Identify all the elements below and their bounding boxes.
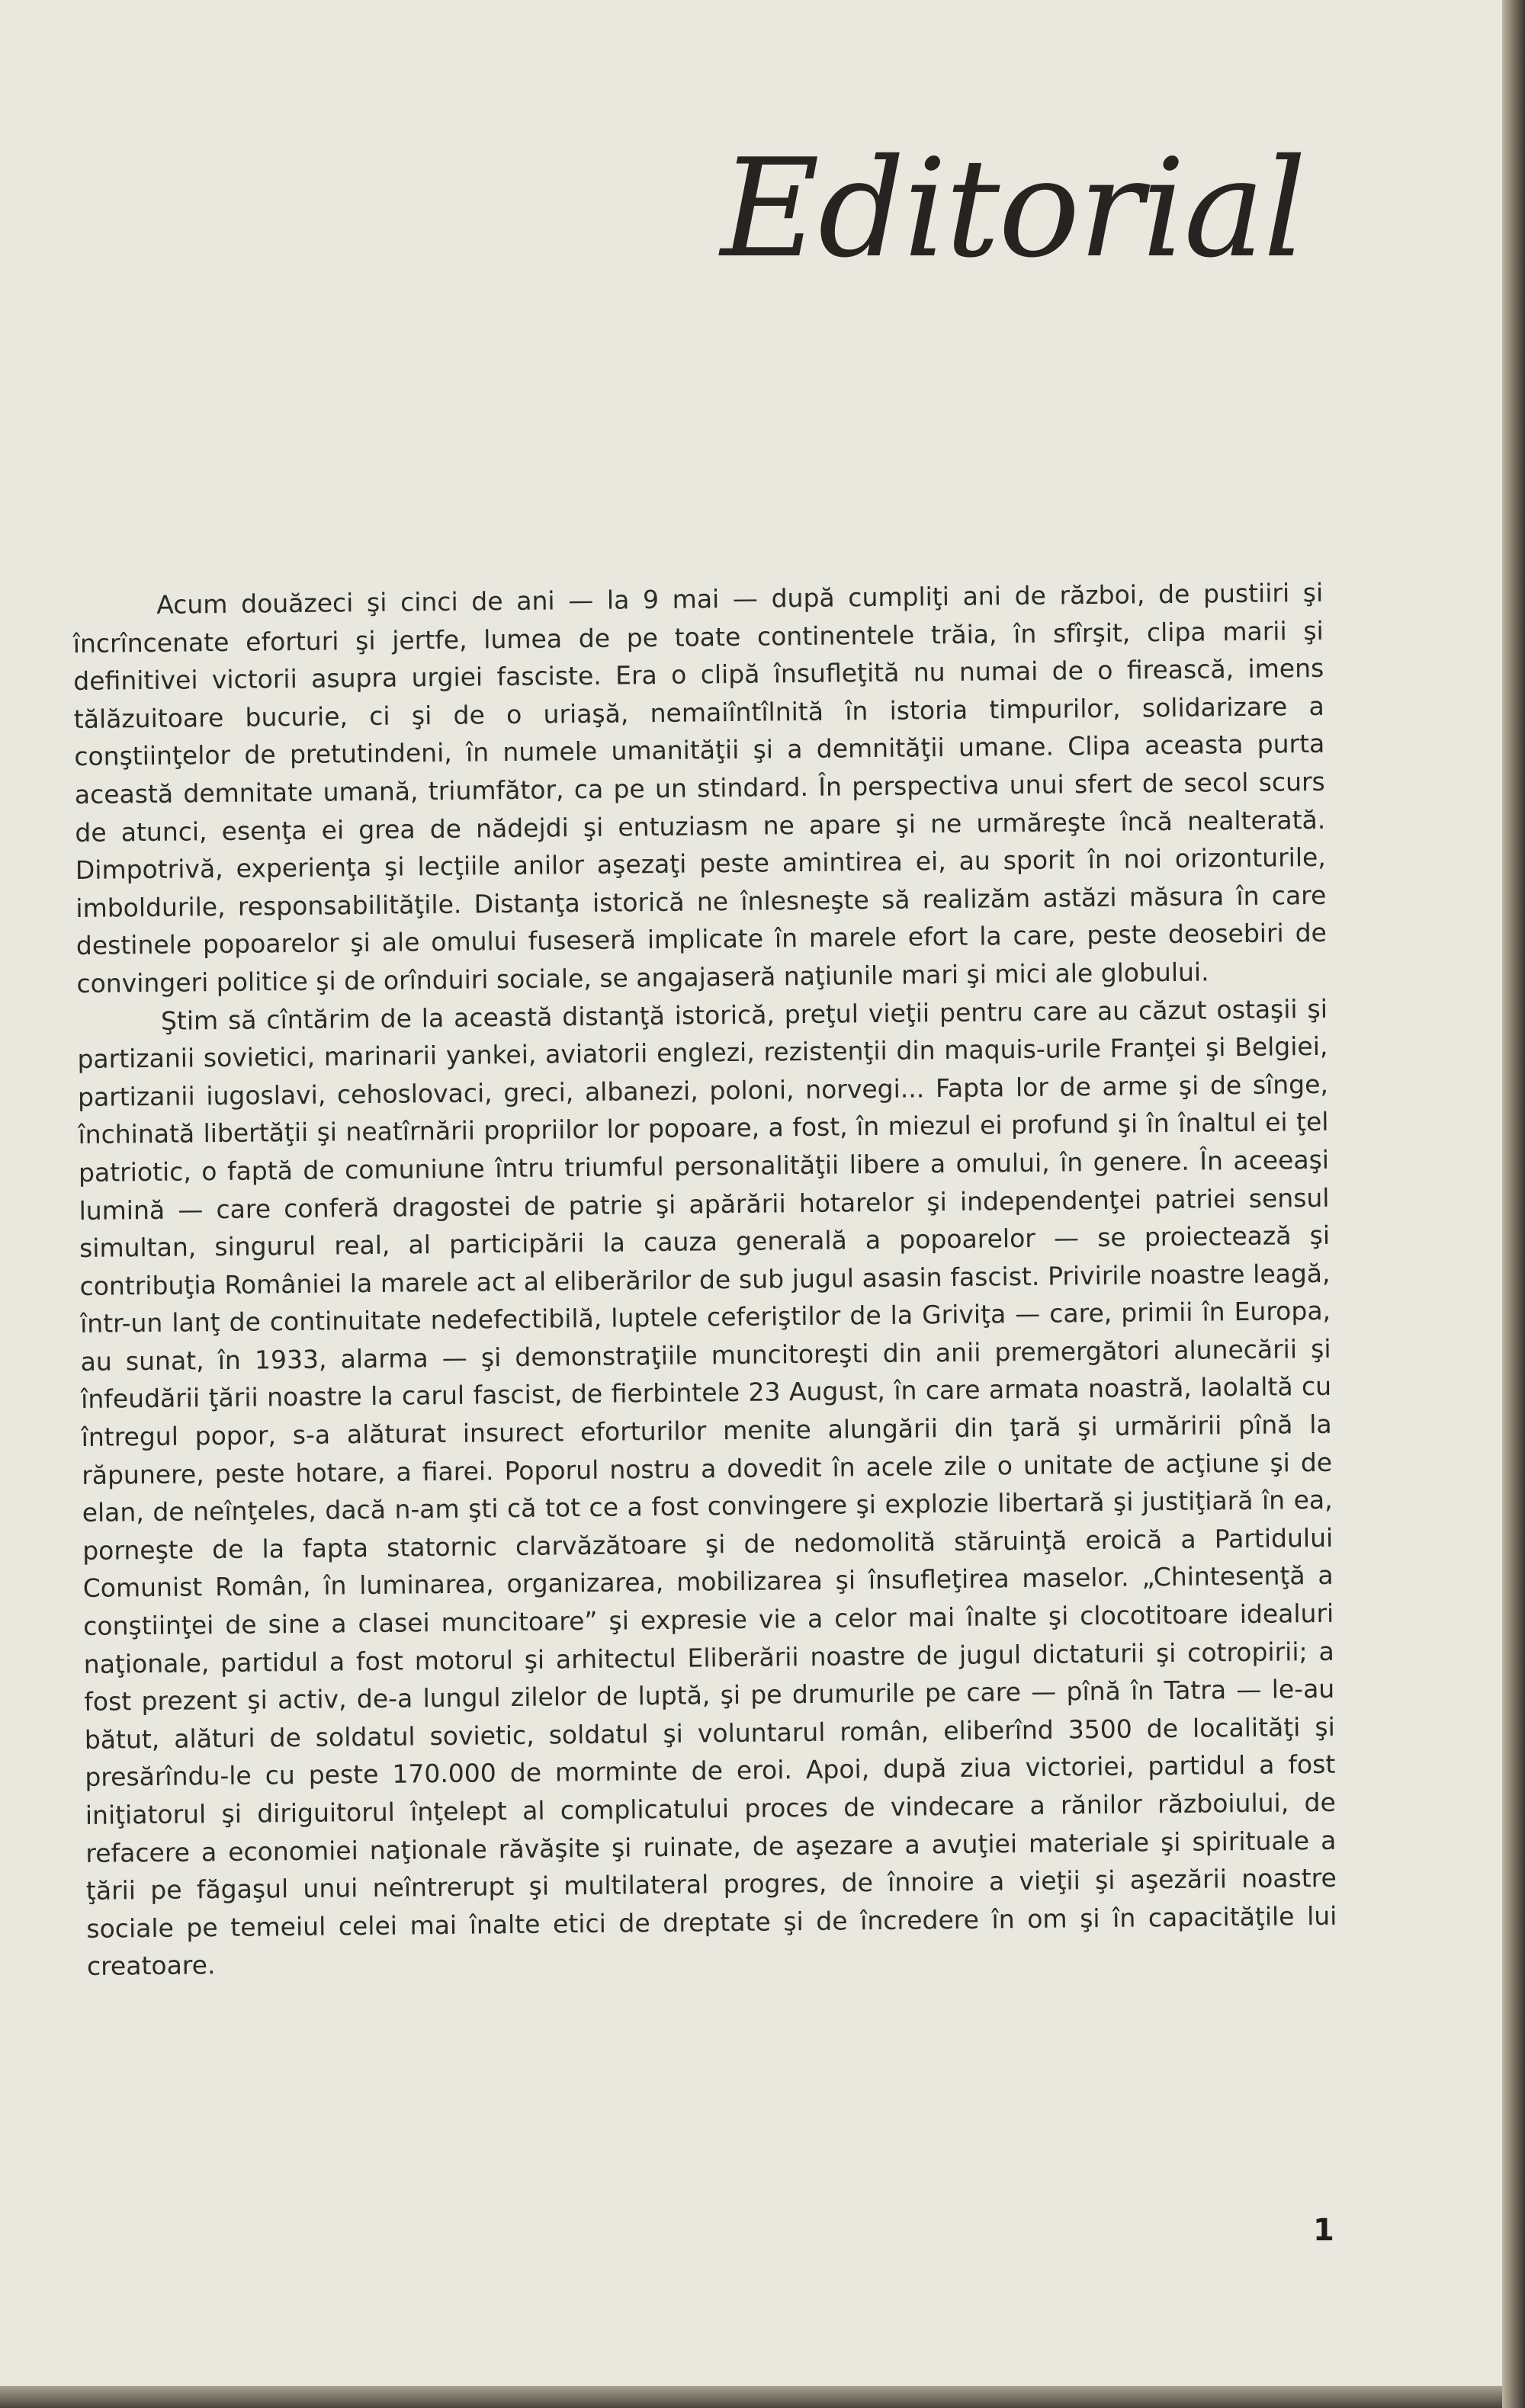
page-bottom-shadow [0, 2386, 1502, 2408]
page-number: 1 [1313, 2213, 1334, 2248]
paragraph: Ştim să cîntărim de la această distanţă istorică, preţul vieţii pentru care au căzut ostaşii şi partizanii sovietici, marinarii yankei, aviatorii englezi, rezistenţii din maquis-urile Franţei şi Belgiei, partizanii iugoslavi, cehoslovaci, greci, albanezi, poloni, norvegi... Fapta lor de arme şi de sînge, închinată libertăţii şi neatîrnării propriilor lor popoare, a fost, în miezul ei profund şi în înaltul ei ţel patriotic, o faptă de comuniune întru triumful personalităţii libere a omului, în genere. În aceeaşi lumină — care conferă dragostei de patrie şi apărării hotarelor şi independenţei patriei sensul simultan, singurul real, al participării la cauza generală a popoarelor — se proiectează şi contribuţia României la marele act al eliberărilor de sub jugul asasin fascist. Privirile noastre leagă, într-un lanţ de continuitate nedefectibilă, luptele ceferiştilor de la Griviţa — care, primii în Europa, au sunat, în 1933, alarma — şi demonstraţiile muncitoreşti din anii premergători alunecării şi înfeudării ţării noastre la carul fascist, de fierbintele 23 August, în care armata noastră, laolaltă cu întregul popor, s-a alăturat insurect eforturilor menite alungării din ţară şi urmăririi pînă la răpunere, peste hotare, a fiarei. Poporul nostru a dovedit în acele zile o unitate de acţiune şi de elan, de neînţeles, dacă n-am şti că tot ce a fost convingere şi explozie libertară şi justiţiară în ea, porneşte de la fapta statornic clarvăzătoare şi de nedomolită stăruinţă eroică a Partidului Comunist Român, în luminarea, organizarea, mobilizarea şi însufleţirea maselor. „Chintesenţă a conştiinţei de sine a clasei muncitoare” şi expresie vie a celor mai înalte şi clocotitoare idealuri naţionale, partidul a fost motorul şi arhitectul Eliberării noastre de jugul dictaturii şi cotropirii; a fost prezent şi activ, de-a lungul zilelor de luptă, şi pe drumurile pe care — pînă în Tatra — le-au bătut, alături de soldatul sovietic, soldatul şi voluntarul român, eliberînd 3500 de localităţi şi presărîndu-le cu peste 170.000 de morminte de eroi. Apoi, după ziua victoriei, partidul a fost iniţiatorul şi diriguitorul înţelept al complicatului proces de vindecare a rănilor războiului, de refacere a economiei naţionale răvăşite şi ruinate, de aşezare a avuţiei materiale şi spirituale a ţării pe făgaşul unui neîntrerupt şi multilateral progres, de înnoire a vieţii şi aşezării noastre sociale pe temeiul celei mai înalte etici de dreptate şi de încredere în om şi în capacităţile lui creatoare. [77, 993, 1337, 1982]
page-title: Editorial [721, 130, 1305, 287]
page-edge-shadow [1502, 0, 1525, 2408]
paragraph: Acum douăzeci şi cinci de ani — la 9 mai — după cumpliţi ani de război, de pustiiri şi încrîncenate eforturi şi jertfe, lumea de pe toate continentele trăia, în sfîrşit, clipa marii şi definitivei victorii asupra urgiei fasciste. Era o clipă însufleţită nu numai de o firească, imens tălăzuitoare bucurie, ci şi de o uriaşă, nemaiîntîlnită în istoria timpurilor, solidarizare a conştiinţelor de pretutindeni, în numele umanităţii şi a demnităţii umane. Clipa aceasta purta această demnitate umană, triumfător, ca pe un stindard. În perspectiva unui sfert de secol scurs de atunci, esenţa ei grea de nădejdi şi entuziasm ne apare şi ne urmăreşte încă nealterată. Dimpotrivă, experienţa şi lecţiile anilor aşezaţi peste amintirea ei, au sporit în noi orizonturile, imboldurile, responsabilităţile. Distanţa istorică ne înlesneşte să realizăm astăzi măsura în care destinele popoarelor şi ale omului fuseseră implicate în marele efort la care, peste deosebiri de convingeri politice şi de orînduiri sociale, se angajaseră naţiunile mari şi mici ale globului. [72, 577, 1328, 999]
article-body [72, 574, 1337, 1986]
